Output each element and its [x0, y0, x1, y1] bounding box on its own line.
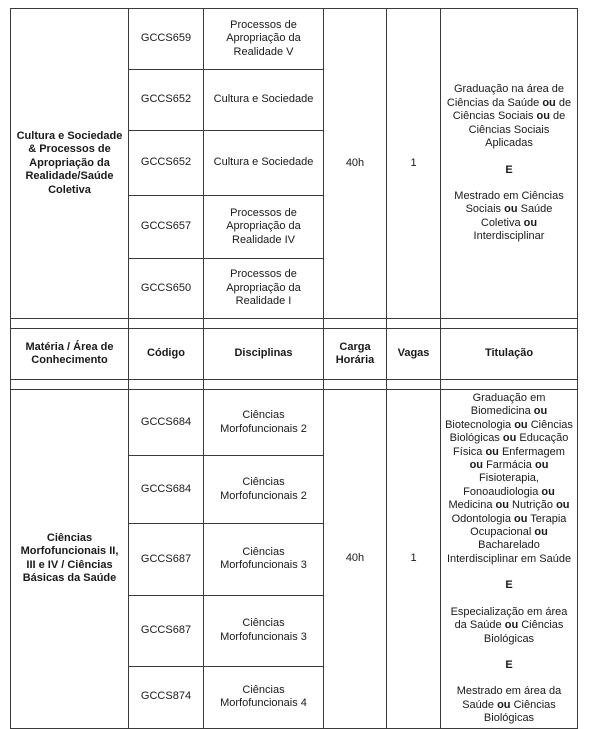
codigo-cell: GCCS684: [129, 390, 204, 456]
spacer-cell: [387, 380, 441, 390]
titulacao-cell: Graduação na área de Ciências da Saúde ou de Ciências Sociais ou de Ciências Sociais Aplicadas E Mestrado em Ciências Sociais ou Saúde Coletiva ou Interdisciplinar: [441, 9, 578, 319]
spacer-cell: [204, 380, 324, 390]
codigo-cell: GCCS657: [129, 196, 204, 259]
disciplina-cell: Ciências Morfofuncionais 3: [204, 523, 324, 595]
spacer-cell: [11, 319, 129, 329]
header-titulacao: Titulação: [441, 329, 578, 380]
disciplina-cell: Ciências Morfofuncionais 2: [204, 456, 324, 523]
carga-horaria-cell: 40h: [324, 9, 387, 319]
materia-cell: Ciências Morfofuncionais II, III e IV / Ciências Básicas da Saúde: [11, 390, 129, 729]
spacer-cell: [11, 380, 129, 390]
disciplina-cell: Processos de Apropriação da Realidade IV: [204, 196, 324, 259]
codigo-cell: GCCS687: [129, 523, 204, 595]
disciplina-cell: Ciências Morfofuncionais 4: [204, 666, 324, 728]
disciplina-cell: Ciências Morfofuncionais 3: [204, 595, 324, 666]
carga-horaria-cell: 40h: [324, 390, 387, 729]
spacer-row: [11, 319, 578, 329]
spacer-cell: [441, 319, 578, 329]
codigo-cell: GCCS659: [129, 9, 204, 70]
materia-cell: Cultura e Sociedade & Processos de Apropriação da Realidade/Saúde Coletiva: [11, 9, 129, 319]
codigo-cell: GCCS650: [129, 259, 204, 319]
codigo-cell: GCCS687: [129, 595, 204, 666]
disciplina-cell: Processos de Apropriação da Realidade V: [204, 9, 324, 70]
vagas-cell: 1: [387, 9, 441, 319]
spacer-cell: [204, 319, 324, 329]
codigo-cell: GCCS652: [129, 70, 204, 131]
header-disciplinas: Disciplinas: [204, 329, 324, 380]
spacer-cell: [441, 380, 578, 390]
disciplines-table: [10, 8, 578, 729]
disciplina-cell: Cultura e Sociedade: [204, 70, 324, 131]
codigo-cell: GCCS652: [129, 131, 204, 196]
header-vagas: Vagas: [387, 329, 441, 380]
header-row: [11, 329, 578, 380]
spacer-cell: [129, 380, 204, 390]
vagas-cell: 1: [387, 390, 441, 729]
titulacao-cell: Graduação em Biomedicina ou Biotecnologia ou Ciências Biológicas ou Educação Física ou Enfermagem ou Farmácia ou Fisioterapia, Fonoaudiologia ou Medicina ou Nutrição ou Odontologia ou Terapia Ocupacional ou Bacharelado Interdisciplinar em Saúde E Especialização em área da Saúde ou Ciências Biológicas E Mestrado em área da Saúde ou Ciências Biológicas: [441, 390, 578, 729]
spacer-cell: [324, 319, 387, 329]
header-materia: Matéria / Área de Conhecimento: [11, 329, 129, 380]
spacer-cell: [387, 319, 441, 329]
header-codigo: Código: [129, 329, 204, 380]
spacer-cell: [129, 319, 204, 329]
codigo-cell: GCCS684: [129, 456, 204, 523]
spacer-cell: [324, 380, 387, 390]
spacer-row: [11, 380, 578, 390]
table-row: [11, 9, 578, 70]
disciplina-cell: Processos de Apropriação da Realidade I: [204, 259, 324, 319]
header-carga-horaria: Carga Horária: [324, 329, 387, 380]
disciplina-cell: Cultura e Sociedade: [204, 131, 324, 196]
disciplina-cell: Ciências Morfofuncionais 2: [204, 390, 324, 456]
codigo-cell: GCCS874: [129, 666, 204, 728]
table-row: [11, 390, 578, 456]
